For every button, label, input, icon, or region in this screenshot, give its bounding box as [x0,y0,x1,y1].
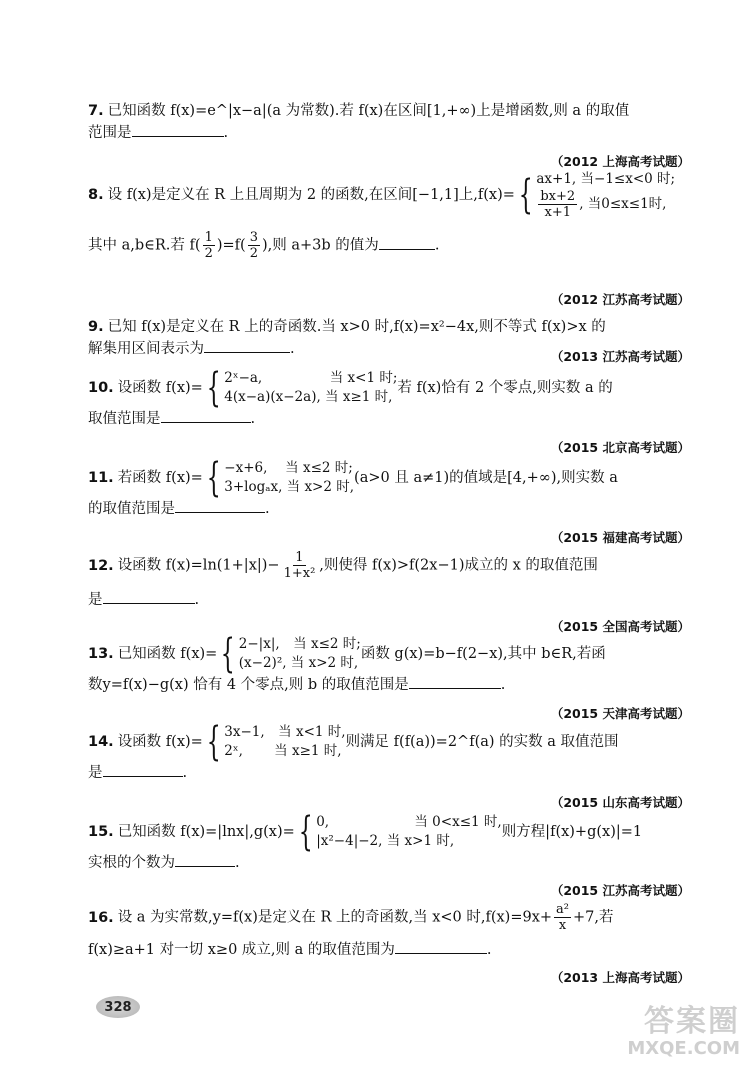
answer-blank [103,589,195,604]
brace-icon: { [221,631,236,677]
problem-14: 14. 设函数 f(x)= { 3x−1, 当 x<1 时, 2ˣ, 当 x≥1 时, 则满足 f(f(a))=2^f(a) 的实数 a 取值范围 是 . [88,719,619,781]
brace-icon: { [206,365,221,411]
problem-10: 10. 设函数 f(x)= { 2ˣ−a, 当 x<1 时; 4(x−a)(x−2a), 当 x≥1 时, 若 f(x)恰有 2 个零点,则实数 a 的 取值范围是 . [88,365,613,427]
source-label: （2012 江苏高考试题） [550,292,690,307]
problem-8: 8. 设 f(x)是定义在 R 上且周期为 2 的函数,在区间[−1,1]上,f(x)= { ax+1, 当−1≤x<0 时; $\frac{bx+2}{x+1}$ , 当0≤x≤1时, 其中 a,b∈R.若 f( $\frac{1}{2}$ )=f( $\frac{3}{2}$ ),则 a+3b 的值为 . [88,171,676,261]
answer-blank [132,122,224,137]
problem-13: 13. 已知函数 f(x)= { 2−|x|, 当 x≤2 时; (x−2)², 当 x>2 时, 函数 g(x)=b−f(2−x),其中 b∈R,若函 数y=f(x)−g(x) 恰有 4 个零点,则 b 的取值范围是 . [88,631,606,693]
source-label: （2015 江苏高考试题） [550,883,690,898]
answer-blank [409,674,501,689]
problem-11: 11. 若函数 f(x)= { −x+6, 当 x≤2 时; 3+logₐx, 当 x>2 时, (a>0 且 a≠1)的值域是[4,+∞),则实数 a 的取值范围是 . [88,455,618,517]
source-label: （2015 福建高考试题） [550,530,690,545]
page-number: 328 [96,996,140,1018]
source-label: （2013 江苏高考试题） [550,349,690,364]
problem-7: 7. 已知函数 f(x)=e^|x−a|(a 为常数).若 f(x)在区间[1,+∞)上是增函数,则 a 的取值 范围是 . [88,103,630,141]
answer-blank [161,408,251,423]
problem-9: 9. 已知 f(x)是定义在 R 上的奇函数.当 x>0 时,f(x)=x²−4x,则不等式 f(x)>x 的 解集用区间表示为 . [88,319,606,357]
brace-icon: { [518,172,533,218]
source-label: （2013 上海高考试题） [550,970,690,985]
source-label: （2015 全国高考试题） [550,619,690,634]
source-label: （2012 上海高考试题） [550,154,690,169]
answer-blank [204,338,290,353]
answer-blank [395,939,487,954]
source-label: （2015 天津高考试题） [550,706,690,721]
problem-15: 15. 已知函数 f(x)=|lnx|,g(x)= { 0, 当 0<x≤1 时, |x²−4|−2, 当 x>1 时, 则方程|f(x)+g(x)|=1 实根的个数为 . [88,809,643,871]
source-label: （2015 山东高考试题） [550,795,690,810]
brace-icon: { [206,455,221,501]
brace-icon: { [206,719,221,765]
source-label: （2015 北京高考试题） [550,440,690,455]
answer-blank [175,852,235,867]
answer-blank [103,762,183,777]
problem-12: 12. 设函数 f(x)=ln(1+|x|)− $\frac{1}{\text{1+x²}}$ ,则使得 f(x)>f(2x−1)成立的 x 的取值范围 是 . [88,550,598,608]
watermark: 答案圈 MXQE.COM [627,1004,740,1059]
problem-text: 已知函数 f(x)=e^|x−a|(a 为常数).若 f(x)在区间[1,+∞)上是增函数,则 a 的取值 [107,103,630,119]
answer-blank [379,235,435,250]
brace-icon: { [298,809,313,855]
problem-16: 16. 设 a 为实常数,y=f(x)是定义在 R 上的奇函数,当 x<0 时,f(x)=9x+ $\frac{\text{a²}}{x}$ +7,若 f(x)≥a+1 对一切 x≥0 成立,则 a 的取值范围为 . [88,902,614,958]
